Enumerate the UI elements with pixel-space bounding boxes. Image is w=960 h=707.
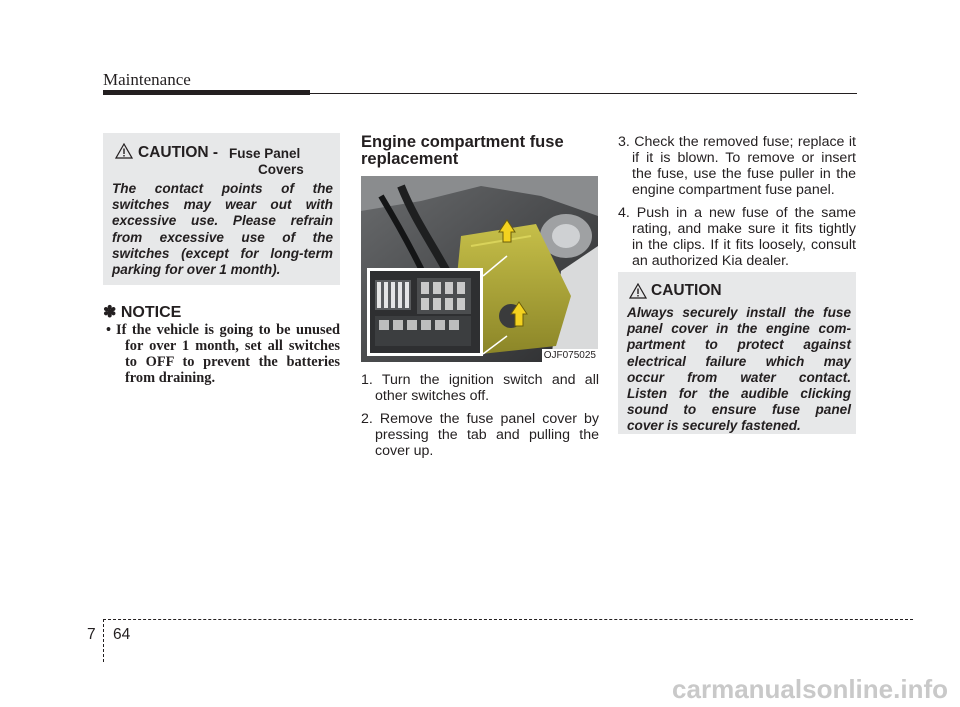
engine-compartment-illustration — [361, 176, 598, 362]
notice-line: for over 1 month, set all switches — [125, 338, 340, 354]
bullet-icon: • — [106, 322, 112, 338]
section-title — [361, 134, 601, 168]
notice-line: to OFF to prevent the batteries — [125, 354, 340, 370]
step-3-line: engine compartment fuse panel. — [632, 182, 835, 198]
steps-right — [618, 134, 856, 269]
warning-triangle-icon — [115, 143, 133, 159]
step-4-line: an authorized Kia dealer. — [632, 253, 789, 269]
page-chapter-number: 7 — [87, 626, 96, 643]
step-3-line: 3. Check the removed fuse; replace it — [618, 134, 856, 150]
page-header-title: Maintenance — [103, 70, 191, 89]
caution-line: switches may wear out with — [112, 197, 333, 213]
caution-line: cover is securely fastened. — [627, 418, 801, 434]
caution-line: from excessive use of the — [112, 229, 333, 245]
notice-line: from draining. — [125, 370, 216, 386]
step-4-line: 4. Push in a new fuse of the same — [618, 205, 856, 221]
footer-rule — [103, 619, 913, 620]
caution-line: excessive use. Please refrain — [112, 213, 333, 229]
step-3-line: the fuse, use the fuse puller in the — [632, 166, 856, 182]
caution-line: The contact points of the — [112, 181, 333, 196]
notice-heading — [103, 302, 181, 322]
section-title-line1: Engine compartment fuse — [361, 133, 564, 151]
caution-label: CAUTION - — [138, 144, 219, 161]
caution-line: Always securely install the fuse — [627, 305, 851, 320]
step-4-line: rating, and make sure it fits tightly — [632, 221, 856, 237]
page-number: 64 — [113, 626, 131, 643]
caution-line: sound to ensure fuse panel — [627, 402, 851, 418]
notice-line: If the vehicle is going to be unused — [116, 322, 340, 338]
step-3-line: if it is blown. To remove or insert — [632, 150, 856, 166]
step-2-line: cover up. — [375, 443, 434, 459]
caution-box-fuse-panel-covers — [103, 133, 340, 285]
notice-title: NOTICE — [120, 304, 182, 321]
caution-line: parking for over 1 month). — [112, 262, 281, 278]
caution-line: partment to protect against — [627, 337, 851, 353]
caution-body — [112, 181, 333, 278]
step-4-line: in the clips. If it fits loosely, consult — [632, 237, 856, 253]
step-2-line: pressing the tab and pulling the — [375, 427, 599, 443]
caution-box-engine-cover — [618, 272, 856, 434]
caution-body — [627, 305, 851, 435]
caution-line: switches (except for long-term — [112, 245, 333, 261]
engine-fuse-box-photo — [361, 176, 598, 362]
caution-subtitle-line1: Fuse Panel — [229, 146, 301, 161]
caution-subtitle-line2: Covers — [258, 162, 304, 177]
caution-line: electrical failure which may — [627, 353, 851, 369]
caution-label: CAUTION — [651, 282, 722, 299]
caution-line: panel cover in the engine com- — [627, 321, 851, 337]
steps-left — [361, 372, 599, 459]
header-rule-thin — [310, 93, 857, 94]
photo-caption: OJF075025 — [543, 350, 596, 361]
watermark: carmanualsonline.info — [672, 674, 948, 704]
caution-line: Listen for the audible clicking — [627, 386, 851, 402]
footer-divider — [103, 619, 104, 662]
warning-triangle-icon — [629, 283, 647, 299]
notice-body — [103, 322, 340, 386]
step-1-line: 1. Turn the ignition switch and all — [361, 372, 599, 388]
notice-symbol-icon: ✽ — [103, 304, 117, 321]
header-rule-thick — [103, 90, 310, 95]
step-2-line: 2. Remove the fuse panel cover by — [361, 411, 599, 427]
caution-line: occur from water contact. — [627, 369, 851, 385]
step-1-line: other switches off. — [375, 388, 490, 404]
section-title-line2: replacement — [361, 150, 459, 168]
